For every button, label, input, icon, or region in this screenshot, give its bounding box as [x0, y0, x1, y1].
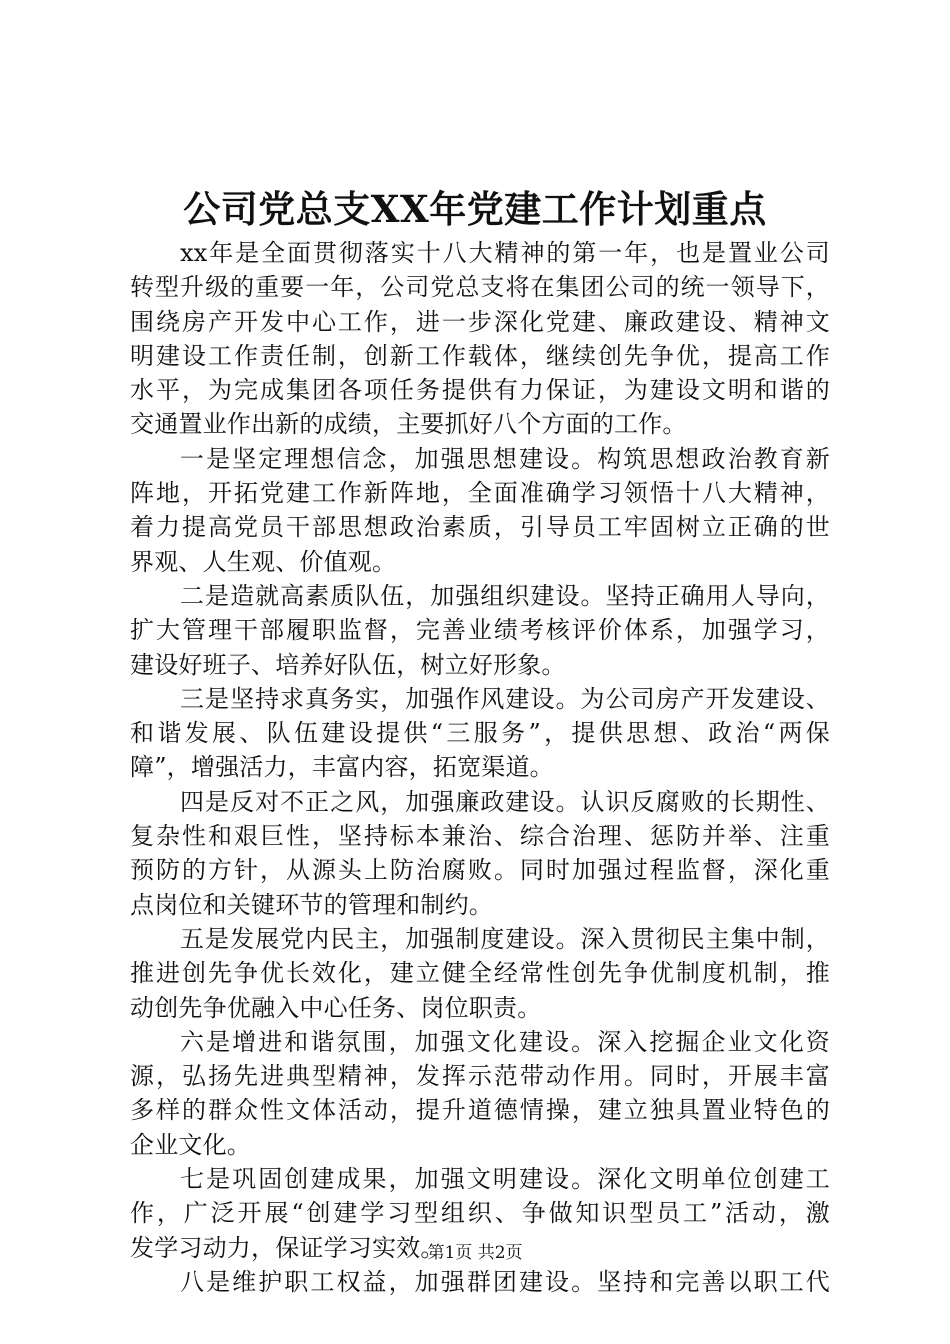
text-line: 作，广泛开展“创建学习型组织、争做知识型员工”活动，激 [130, 1199, 830, 1228]
text-line: 水平，为完成集团各项任务提供有力保证，为建设文明和谐的 [130, 376, 830, 405]
text-line: 障”，增强活力，丰富内容，拓宽渠道。 [130, 753, 554, 782]
text-line: 五是发展党内民主，加强制度建设。深入贯彻民主集中制， [180, 924, 830, 953]
paragraph-item-3 [130, 682, 830, 785]
paragraph-item-2 [130, 579, 830, 682]
text-line: 企业文化。 [130, 1130, 251, 1159]
paragraph-item-4 [130, 785, 830, 922]
text-line: 推进创先争优长效化，建立健全经常性创先争优制度机制，推 [130, 959, 830, 988]
paragraph-item-1 [130, 442, 830, 579]
text-line: 阵地，开拓党建工作新阵地，全面准确学习领悟十八大精神， [130, 479, 830, 508]
paragraph-item-6 [130, 1025, 830, 1162]
paragraph-item-8 [130, 1265, 830, 1299]
text-line: 扩大管理干部履职监督，完善业绩考核评价体系，加强学习， [130, 616, 830, 645]
text-line: 明建设工作责任制，创新工作载体，继续创先争优，提高工作 [130, 341, 830, 370]
text-line: 七是巩固创建成果，加强文明建设。深化文明单位创建工 [180, 1165, 830, 1194]
text-line: 六是增进和谐氛围，加强文化建设。深入挖掘企业文化资 [180, 1027, 830, 1056]
text-line: 二是造就高素质队伍，加强组织建设。坚持正确用人导向， [180, 581, 830, 610]
text-line: 和谐发展、队伍建设提供“三服务”，提供思想、政治“两保 [130, 719, 830, 748]
paragraph-intro [130, 236, 830, 442]
text-line: 发学习动力，保证学习实效。 [130, 1233, 445, 1262]
text-line: 八是维护职工权益，加强群团建设。坚持和完善以职工代 [180, 1267, 830, 1296]
paragraph-item-5 [130, 922, 830, 1025]
text-line: 四是反对不正之风，加强廉政建设。认识反腐败的长期性、 [180, 787, 830, 816]
text-line: 交通置业作出新的成绩，主要抓好八个方面的工作。 [130, 410, 687, 439]
text-line: 复杂性和艰巨性，坚持标本兼治、综合治理、惩防并举、注重 [130, 822, 830, 851]
document-title: 公司党总支XX年党建工作计划重点 [183, 187, 767, 231]
text-line: 多样的群众性文体活动，提升道德情操，建立独具置业特色的 [130, 1096, 830, 1125]
text-line: 点岗位和关键环节的管理和制约。 [130, 890, 493, 919]
text-line: 一是坚定理想信念，加强思想建设。构筑思想政治教育新 [180, 444, 830, 473]
text-line: 转型升级的重要一年，公司党总支将在集团公司的统一领导下， [130, 273, 830, 302]
text-line: 三是坚持求真务实，加强作风建设。为公司房产开发建设、 [180, 684, 830, 713]
text-line: 着力提高党员干部思想政治素质，引导员工牢固树立正确的世 [130, 513, 830, 542]
text-line: 动创先争优融入中心任务、岗位职责。 [130, 993, 542, 1022]
text-line: 界观、人生观、价值观。 [130, 547, 397, 576]
text-line: xx年是全面贯彻落实十八大精神的第一年，也是置业公司 [180, 239, 830, 267]
text-line: 预防的方针，从源头上防治腐败。同时加强过程监督，深化重 [130, 856, 830, 885]
text-line: 建设好班子、培养好队伍，树立好形象。 [130, 650, 566, 679]
page-number-footer: 第1页 共2页 [427, 1243, 523, 1263]
document-body [130, 236, 830, 1299]
text-line: 源，弘扬先进典型精神，发挥示范带动作用。同时，开展丰富 [130, 1062, 830, 1091]
text-line: 围绕房产开发中心工作，进一步深化党建、廉政建设、精神文 [130, 307, 830, 336]
